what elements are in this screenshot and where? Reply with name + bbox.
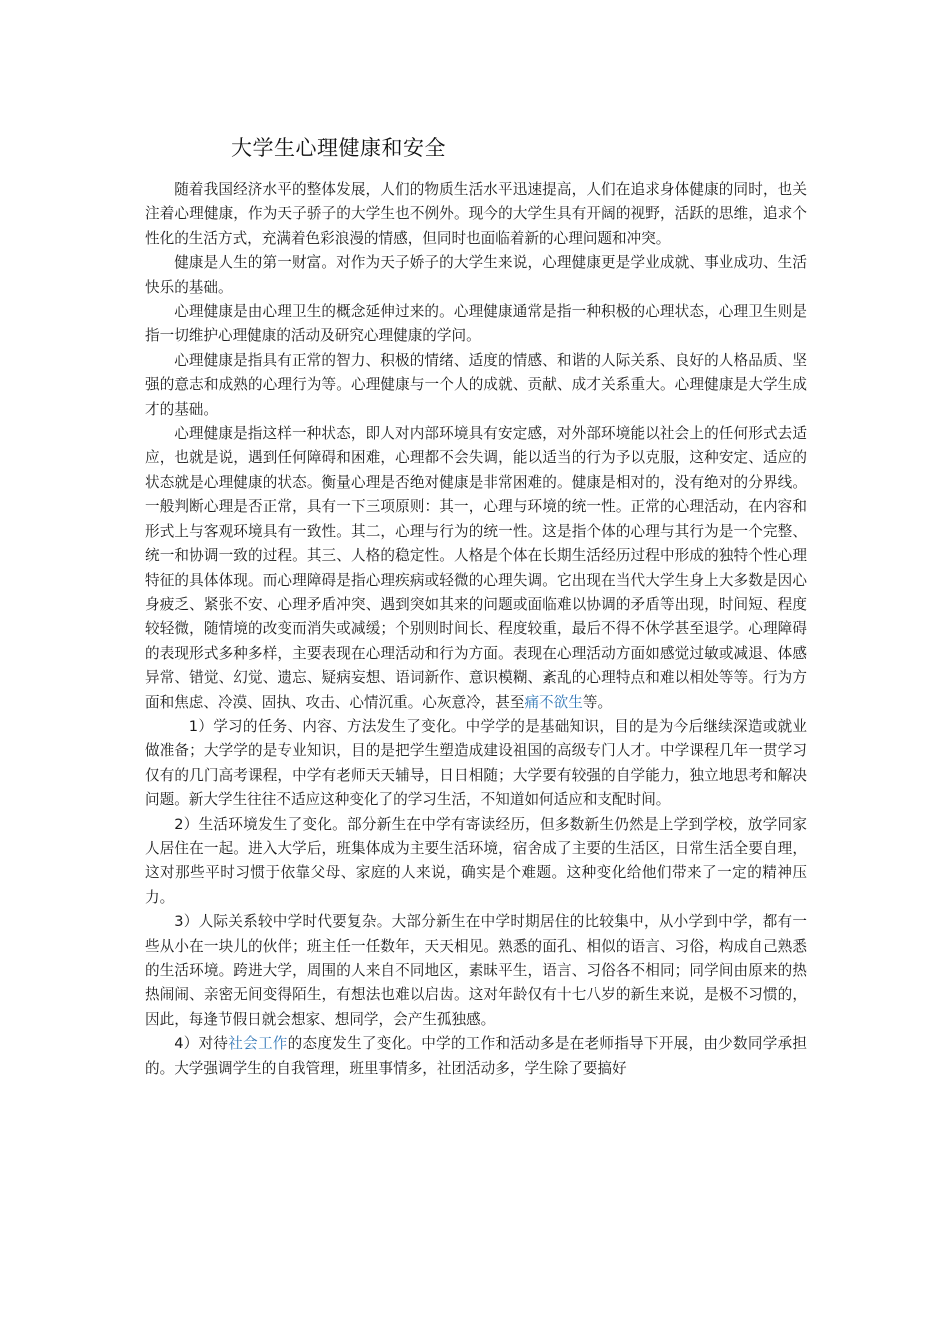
paragraph-intro: 随着我国经济水平的整体发展，人们的物质生活水平迅速提高，人们在追求身体健康的同时，也关注着心理健康，作为天子骄子的大学生也不例外。现今的大学生具有开阔的视野，活跃的思维，追求个性化的生活方式，充满着色彩浪漫的情感，但同时也面临着新的心理问题和冲突。 (145, 181, 807, 247)
paragraph-text: 等。 (582, 693, 613, 711)
link-social-work[interactable]: 社会工作 (228, 1035, 288, 1053)
document-title: 大学生心理健康和安全 (231, 136, 446, 160)
link-tong-bu-yu-sheng[interactable]: 痛不欲生 (524, 693, 583, 711)
paragraph-text: 心理健康是指这样一种状态，即人对内部环境具有安定感，对外部环境能以社会上的任何形式去适应，也就是说，遇到任何障碍和困难，心理都不会失调，能以适当的行为予以克服，这种安定、适应的状态就是心理健康的状态。衡量心理是否绝对健康是非常困难的。健康是相对的，没有绝对的分界线。一般判断心理是否正常，具有一下三项原则：其一，心理与环境的统一性。正常的心理活动，在内容和形式上与客观环境具有一致性。其二，心理与行为的统一性。这是指个体的心理与其行为是一个完整、统一和协调一致的过程。其三、人格的稳定性。人格是个体在长期生活经历过程中形成的独特个性心理特征的具体体现。而心理障碍是指心理疾病或轻微的心理失调。它出现在当代大学生身上大多数是因心身疲乏、紧张不安、心理矛盾冲突、遇到突如其来的问题或面临难以协调的矛盾等出现，时间短、程度较轻微，随情境的改变而消失或减缓；个别则时间长、程度较重，最后不得不休学甚至退学。心理障碍的表现形式多种多样，主要表现在心理活动和行为方面。表现在心理活动方面如感觉过敏或减退、体感异常、错觉、幻觉、遗忘、疑病妄想、语词新作、意识模糊、紊乱的心理特点和难以相处等等。行为方面和焦虑、冷漠、固执、攻击、心情沉重。心灰意冷，甚至 (145, 425, 807, 711)
paragraph-text: 的态度发生了变化。中学的工作和活动多是在老师指导下开展，由少数同学承担的。大学强调学生的自我管理，班里事情多，社团活动多，学生除了要搞好 (145, 1035, 807, 1077)
paragraph-text: 4）对待 (174, 1035, 229, 1053)
paragraph-item-4 (145, 1032, 807, 1081)
paragraph-item-3: 3）人际关系较中学时代要复杂。大部分新生在中学时期居住的比较集中，从小学到中学，都有一些从小在一块儿的伙伴；班主任一任数年，天天相见。熟悉的面孔、相似的语言、习俗，构成自己熟悉的生活环境。跨进大学，周围的人来自不同地区，素昧平生，语言、习俗各不相同；同学间由原来的热热闹闹、亲密无间变得陌生，有想法也难以启齿。这对年龄仅有十七八岁的新生来说，是极不习惯的，因此，每逢节假日就会想家、想同学，会产生孤独感。 (145, 913, 807, 1028)
paragraph-mental-health-definition: 心理健康是指具有正常的智力、积极的情绪、适度的情感、和谐的人际关系、良好的人格品质、坚强的意志和成熟的心理行为等。心理健康与一个人的成就、贡献、成才关系重大。心理健康是大学生成才的基础。 (145, 351, 807, 418)
paragraph-item-2: 2）生活环境发生了变化。部分新生在中学有寄读经历，但多数新生仍然是上学到学校，放学同家人居住在一起。进入大学后，班集体成为主要生活环境，宿舍成了主要的生活区，日常生活全要自理，这对那些平时习惯于依靠父母、家庭的人来说，确实是个难题。这种变化给他们带来了一定的精神压力。 (145, 815, 807, 906)
paragraph-mental-health-state (145, 422, 807, 715)
document-page (145, 132, 807, 1081)
paragraph-item-1: 1）学习的任务、内容、方法发生了变化。中学学的是基础知识，目的是为今后继续深造或就业做准备；大学学的是专业知识，目的是把学生塑造成建设祖国的高级专门人才。中学课程几年一贯学习仅有的几门高考课程，中学有老师天天辅导，日日相随；大学要有较强的自学能力，独立地思考和解决问题。新大学生往往不适应这种变化了的学习生活，不知道如何适应和支配时间。 (145, 717, 807, 809)
paragraph-mental-hygiene: 心理健康是由心理卫生的概念延伸过来的。心理健康通常是指一种积极的心理状态，心理卫生则是指一切维护心理健康的活动及研究心理健康的学问。 (145, 303, 807, 345)
paragraph-health-wealth: 健康是人生的第一财富。对作为天子娇子的大学生来说，心理健康更是学业成就、事业成功、生活快乐的基础。 (145, 254, 807, 296)
